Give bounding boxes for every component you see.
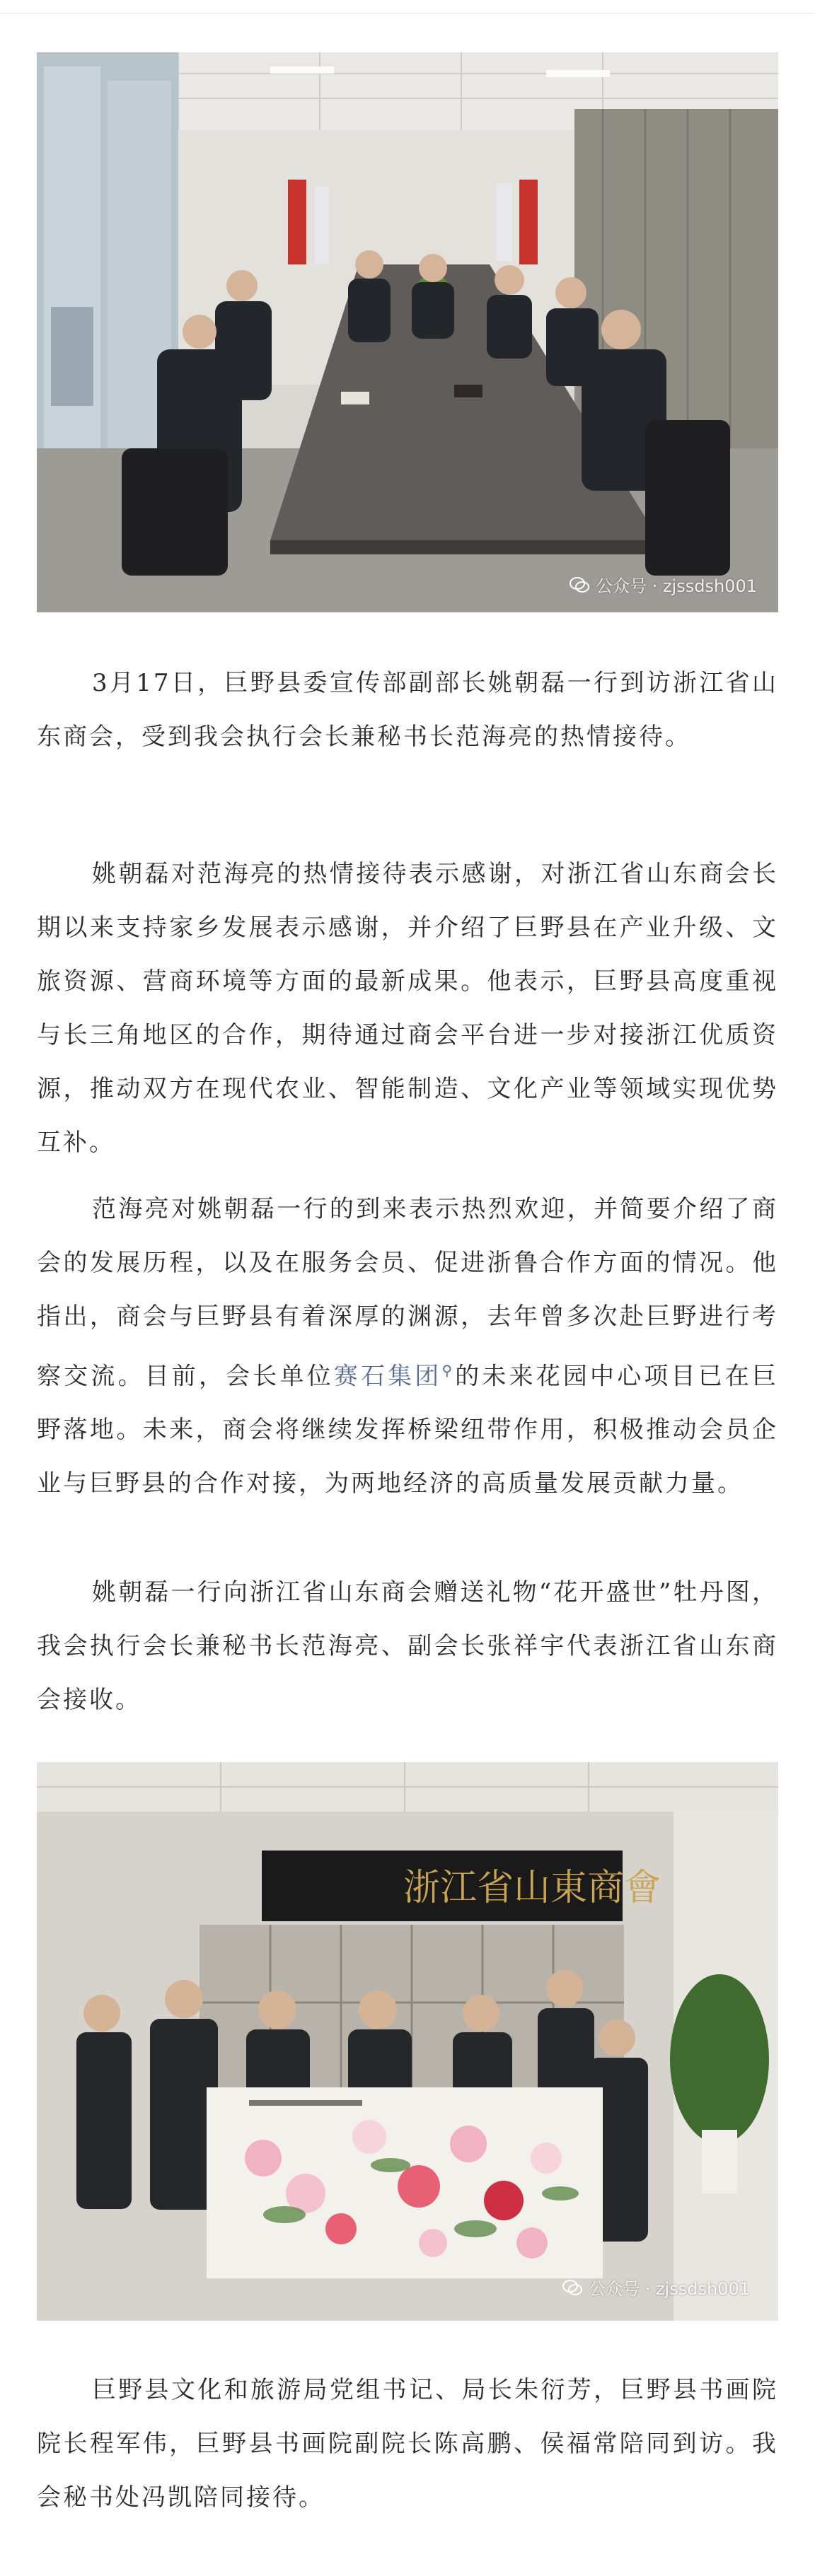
watermark-text: 公众号 · zjssdsh001 [596,576,757,596]
gift-photo-image [37,1762,778,2321]
paragraph-5 [37,2363,778,2524]
paragraph-1-text: 3月17日，巨野县委宣传部副部长姚朝磊一行到访浙江省山东商会，受到我会执行会长兼秘书长范海亮的热情接待。 [37,669,778,751]
company-link-saishi[interactable]: 赛石集团 [333,1362,442,1391]
paragraph-4 [37,1566,778,1727]
paragraph-3 [37,1182,778,1510]
paragraph-4-text: 姚朝磊一行向浙江省山东商会赠送礼物“花开盛世”牡丹图，我会执行会长兼秘书长范海亮、副会长张祥宇代表浙江省山东商会接收。 [37,1578,778,1714]
photo-watermark [562,2275,750,2300]
banner-text: 浙江省山東商會 [403,1867,661,1909]
search-icon[interactable]: ⚲ [441,1362,455,1379]
watermark-text: 公众号 · zjssdsh001 [589,2279,750,2299]
paragraph-1 [37,656,778,764]
meeting-photo[interactable] [37,52,778,612]
paragraph-2 [37,847,778,1170]
photo-watermark [569,572,757,597]
meeting-photo-image [37,52,778,612]
paragraph-3-text-before: 范海亮对姚朝磊一行的到来表示热烈欢迎，并简要介绍了商会的发展历程，以及在服务会员、促进浙鲁合作方面的情况。他指出，商会与巨野县有着深厚的渊源，去年曾多次赴巨野进行考察交流。目前，会长单位 [37,1195,778,1391]
wechat-icon [569,574,590,595]
gift-photo[interactable] [37,1762,778,2321]
top-divider [0,13,815,14]
paragraph-3-text-after: 的未来花园中心项目已在巨野落地。未来，商会将继续发挥桥梁纽带作用，积极推动会员企业与巨野县的合作对接，为两地经济的高质量发展贡献力量。 [37,1362,779,1498]
paragraph-2-text: 姚朝磊对范海亮的热情接待表示感谢，对浙江省山东商会长期以来支持家乡发展表示感谢，并介绍了巨野县在产业升级、文旅资源、营商环境等方面的最新成果。他表示，巨野县高度重视与长三角地区的合作，期待通过商会平台进一步对接浙江优质资源，推动双方在现代农业、智能制造、文化产业等领域实现优势互补。 [37,860,778,1157]
wechat-icon [562,2277,583,2298]
paragraph-5-text: 巨野县文化和旅游局党组书记、局长朱衍芳，巨野县书画院院长程军伟，巨野县书画院副院长陈高鹏、侯福常陪同到访。我会秘书处冯凯陪同接待。 [37,2376,778,2512]
